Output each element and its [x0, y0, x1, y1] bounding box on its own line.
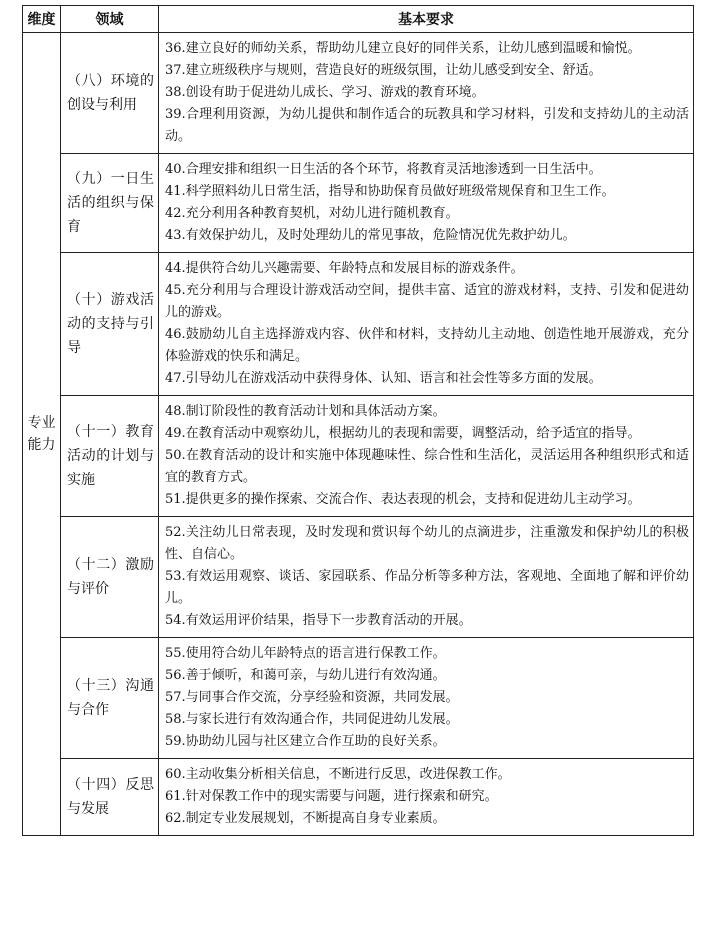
- requirement-item: 41.科学照料幼儿日常生活，指导和协助保育员做好班级常规保育和卫生工作。: [165, 184, 615, 199]
- requirement-item: 58.与家长进行有效沟通合作，共同促进幼儿发展。: [165, 712, 459, 727]
- table-row: [23, 759, 694, 836]
- table-row: [23, 33, 694, 154]
- requirement-cell: [159, 33, 694, 154]
- requirement-cell: [159, 253, 694, 396]
- table-body: [23, 33, 694, 836]
- area-cell: （十一）教育活动的计划与实施: [61, 396, 159, 517]
- requirement-item: 51.提供更多的操作探索、交流合作、表达表现的机会，支持和促进幼儿主动学习。: [165, 492, 641, 507]
- requirement-item: 60.主动收集分析相关信息，不断进行反思，改进保教工作。: [165, 767, 511, 782]
- area-cell: （十）游戏活动的支持与引导: [61, 253, 159, 396]
- requirement-cell: [159, 154, 694, 253]
- requirement-item: 45.充分利用与合理设计游戏活动空间，提供丰富、适宜的游戏材料，支持、引发和促进幼儿的游戏。: [165, 283, 689, 320]
- requirement-item: 40.合理安排和组织一日生活的各个环节，将教育灵活地渗透到一日生活中。: [165, 162, 602, 177]
- table-row: [23, 253, 694, 396]
- table-row: [23, 154, 694, 253]
- table-row: [23, 396, 694, 517]
- area-cell: （八）环境的创设与利用: [61, 33, 159, 154]
- header-area: 领域: [61, 6, 159, 33]
- header-requirement: 基本要求: [159, 6, 694, 33]
- requirement-item: 46.鼓励幼儿自主选择游戏内容、伙伴和材料，支持幼儿主动地、创造性地开展游戏，充分体验游戏的快乐和满足。: [165, 327, 689, 364]
- requirement-item: 50.在教育活动的设计和实施中体现趣味性、综合性和生活化，灵活运用各种组织形式和适宜的教育方式。: [165, 448, 689, 485]
- requirement-cell: [159, 396, 694, 517]
- area-cell: （十三）沟通与合作: [61, 638, 159, 759]
- standards-table: [22, 5, 694, 836]
- requirement-item: 54.有效运用评价结果，指导下一步教育活动的开展。: [165, 613, 472, 628]
- requirement-item: 61.针对保教工作中的现实需要与问题，进行探索和研究。: [165, 789, 498, 804]
- requirement-item: 39.合理利用资源，为幼儿提供和制作适合的玩教具和学习材料，引发和支持幼儿的主动活动。: [165, 107, 689, 144]
- requirement-item: 49.在教育活动中观察幼儿，根据幼儿的表现和需要，调整活动，给予适宜的指导。: [165, 426, 641, 441]
- requirement-item: 37.建立班级秩序与规则，营造良好的班级氛围，让幼儿感受到安全、舒适。: [165, 63, 602, 78]
- table-row: [23, 517, 694, 638]
- requirement-item: 59.协助幼儿园与社区建立合作互助的良好关系。: [165, 734, 446, 749]
- header-dimension: 维度: [23, 6, 61, 33]
- requirement-item: 52.关注幼儿日常表现，及时发现和赏识每个幼儿的点滴进步，注重激发和保护幼儿的积极性、自信心。: [165, 525, 689, 562]
- requirement-item: 53.有效运用观察、谈话、家园联系、作品分析等多种方法，客观地、全面地了解和评价幼儿。: [165, 569, 689, 606]
- requirement-cell: [159, 759, 694, 836]
- requirement-item: 44.提供符合幼儿兴趣需要、年龄特点和发展目标的游戏条件。: [165, 261, 524, 276]
- requirement-item: 36.建立良好的师幼关系，帮助幼儿建立良好的同伴关系，让幼儿感到温暖和愉悦。: [165, 41, 641, 56]
- area-cell: （十二）激励与评价: [61, 517, 159, 638]
- dimension-cell: 专业能力: [23, 33, 61, 836]
- header-row: [23, 6, 694, 33]
- requirement-item: 62.制定专业发展规划，不断提高自身专业素质。: [165, 811, 446, 826]
- requirement-item: 38.创设有助于促进幼儿成长、学习、游戏的教育环境。: [165, 85, 485, 100]
- requirement-cell: [159, 517, 694, 638]
- requirement-cell: [159, 638, 694, 759]
- area-cell: （九）一日生活的组织与保育: [61, 154, 159, 253]
- requirement-item: 47.引导幼儿在游戏活动中获得身体、认知、语言和社会性等多方面的发展。: [165, 371, 602, 386]
- requirement-item: 57.与同事合作交流，分享经验和资源，共同发展。: [165, 690, 459, 705]
- requirement-item: 43.有效保护幼儿，及时处理幼儿的常见事故，危险情况优先救护幼儿。: [165, 228, 576, 243]
- area-cell: （十四）反思与发展: [61, 759, 159, 836]
- requirement-item: 55.使用符合幼儿年龄特点的语言进行保教工作。: [165, 646, 446, 661]
- requirement-item: 56.善于倾听，和蔼可亲，与幼儿进行有效沟通。: [165, 668, 446, 683]
- table-row: [23, 638, 694, 759]
- requirement-item: 48.制订阶段性的教育活动计划和具体活动方案。: [165, 404, 446, 419]
- requirement-item: 42.充分利用各种教育契机，对幼儿进行随机教育。: [165, 206, 459, 221]
